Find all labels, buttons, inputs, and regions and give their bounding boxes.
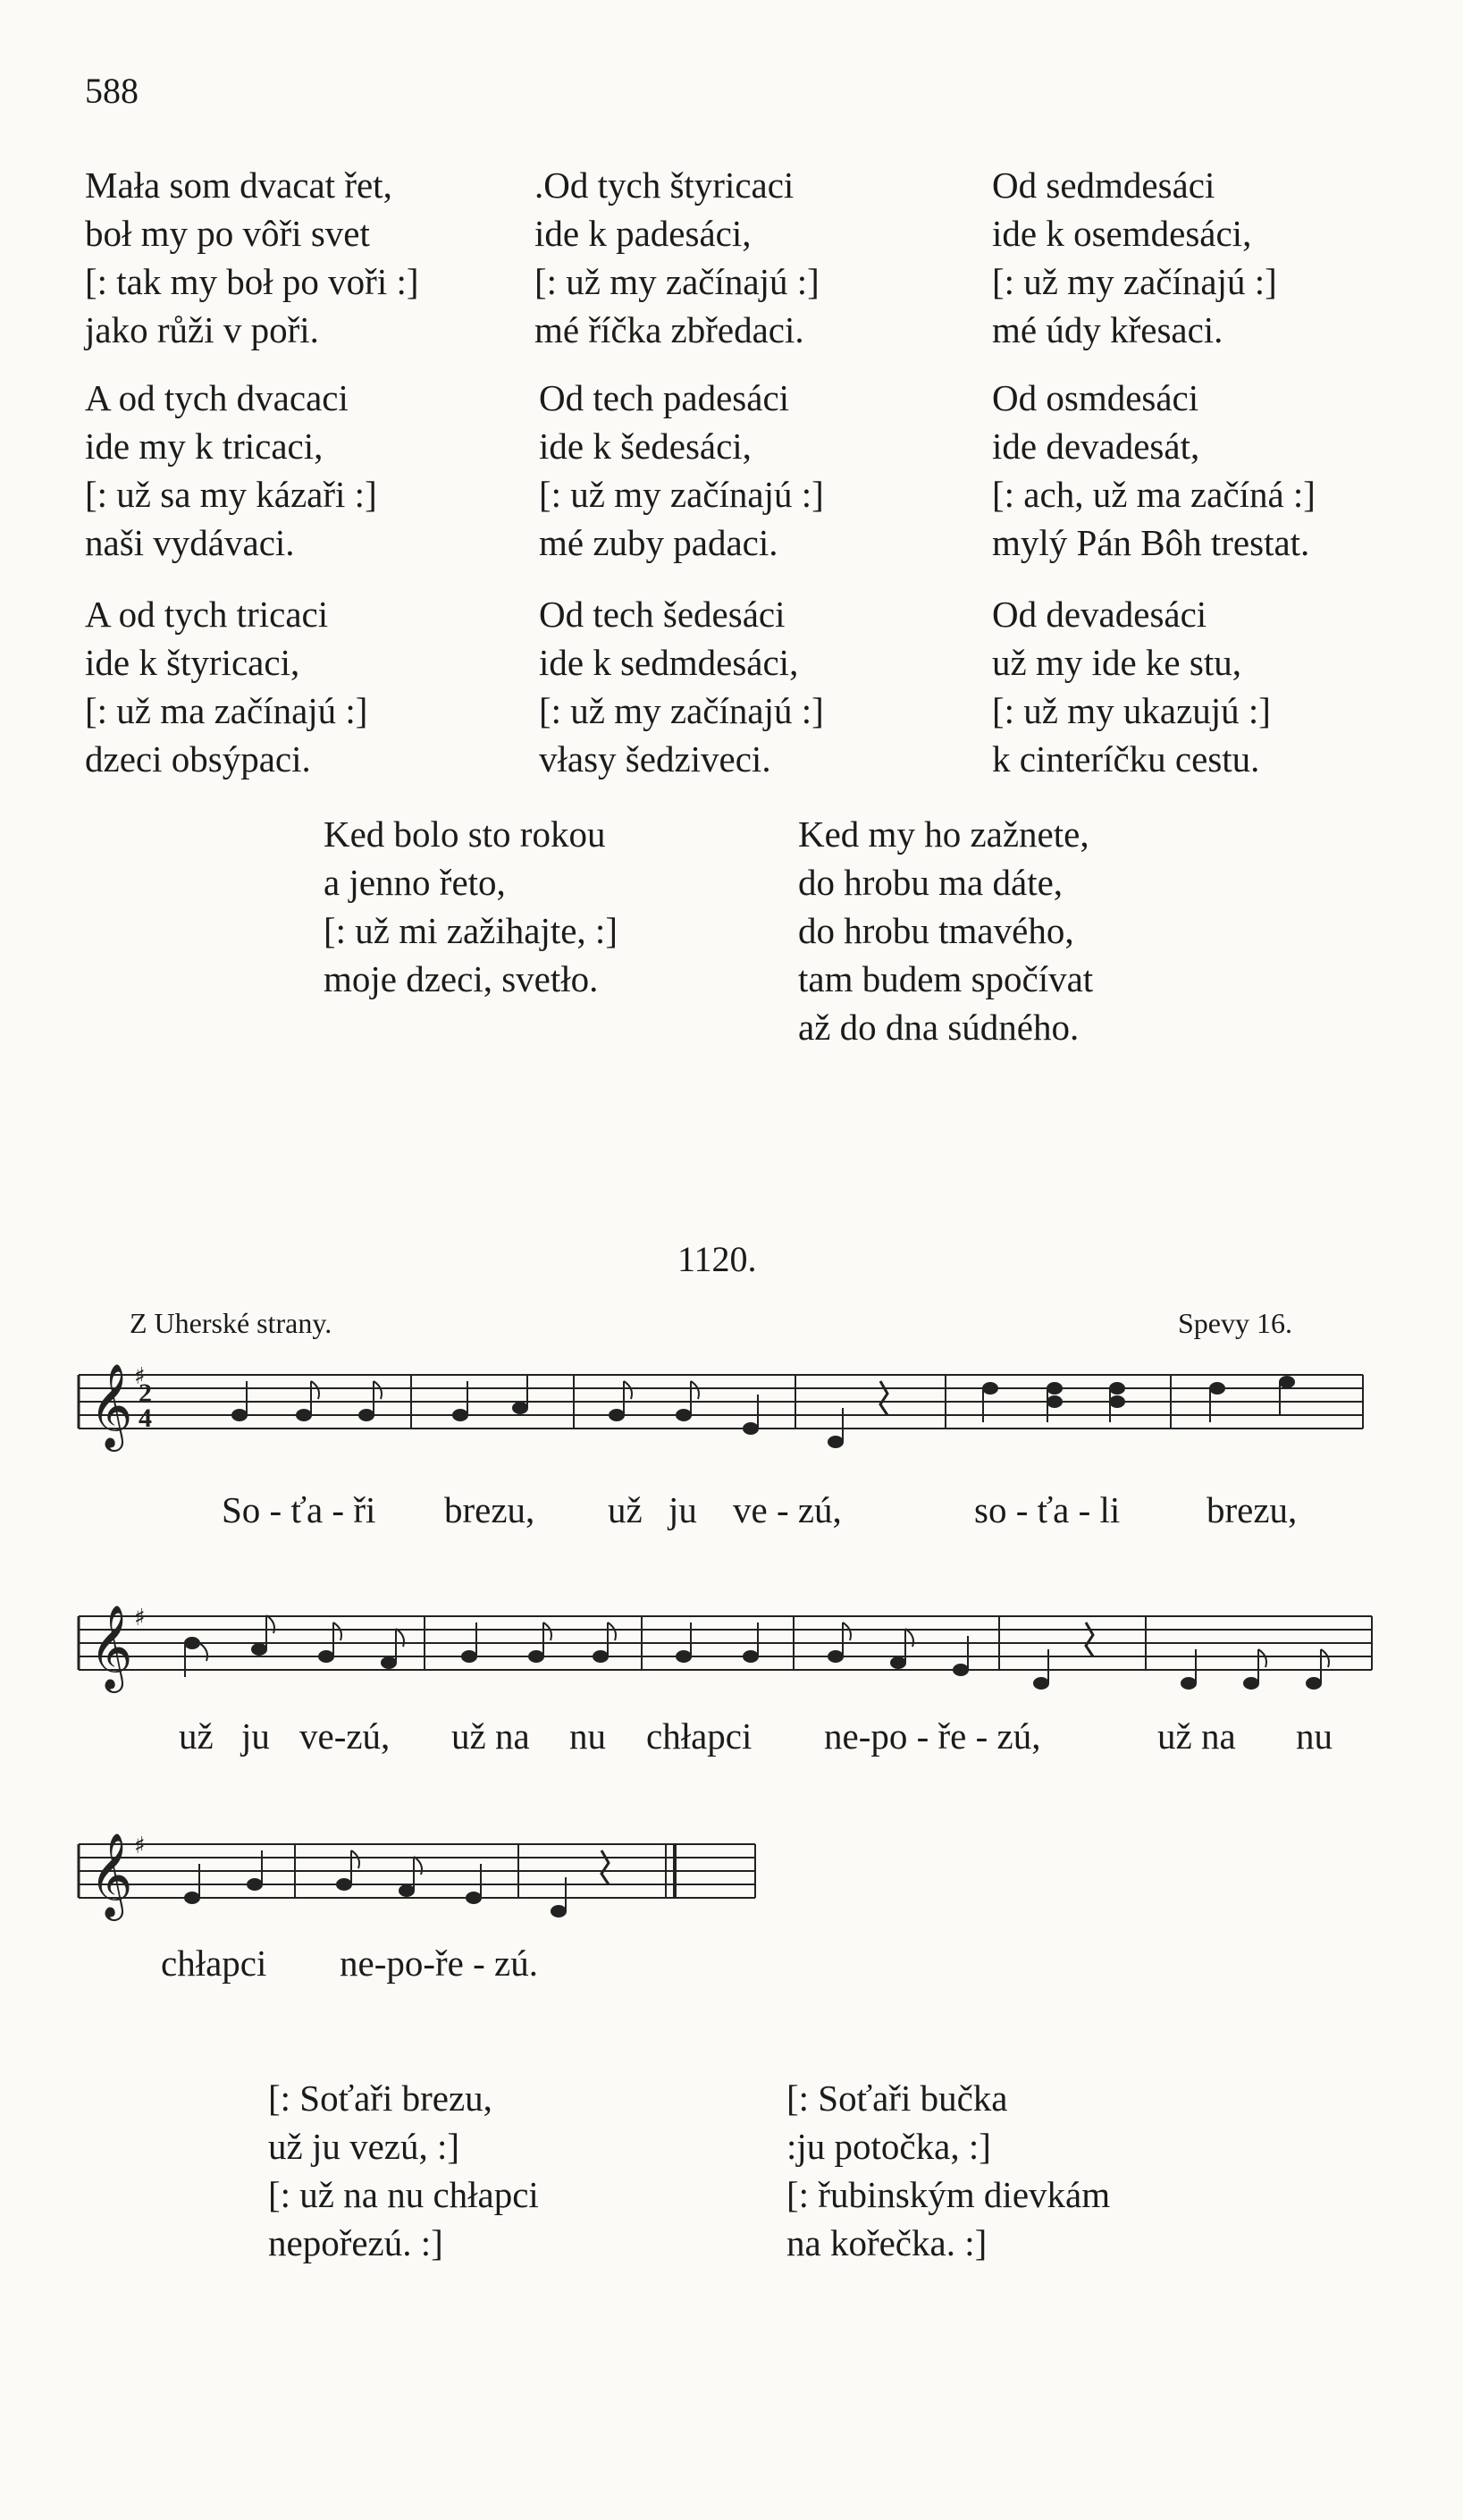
- stanza-line: [: už my ukazujú :]: [992, 690, 1271, 731]
- stanza-4: [85, 374, 377, 567]
- syllable: brezu,: [444, 1489, 535, 1530]
- time-signature-top: 2: [139, 1378, 152, 1408]
- stanza-line: dzeci obsýpaci.: [85, 738, 311, 780]
- stanza-line: boł my po vôři svet: [85, 213, 370, 254]
- stanza-line: vłasy šedziveci.: [539, 738, 771, 780]
- notes-system-1: [232, 1374, 1294, 1447]
- stanza-line: [: už my začínajú :]: [992, 261, 1277, 302]
- stanza-line: [: Soťaři brezu,: [268, 2078, 492, 2119]
- time-signature-bottom: 4: [139, 1403, 152, 1433]
- stanza-line: ide k sedmdesáci,: [539, 642, 799, 683]
- syllable: už: [608, 1489, 643, 1530]
- music-staff-1: [0, 1341, 1463, 1466]
- stanza-line: Ked my ho zažnete,: [798, 813, 1089, 855]
- syllable: ve-zú,: [299, 1715, 391, 1757]
- syllable: so - ťa - li: [974, 1489, 1121, 1530]
- stanza-6: [992, 374, 1316, 567]
- stanza-1: [85, 161, 419, 354]
- stanza-line: mé říčka zbředaci.: [534, 309, 804, 350]
- stanza-line: ide devadesát,: [992, 426, 1200, 467]
- music-staff-3: [0, 1810, 1463, 1953]
- stanza-line: do hrobu tmavého,: [798, 910, 1074, 951]
- stanza-line: až do dna súdného.: [798, 1007, 1080, 1048]
- stanza-line: .Od tych štyricaci: [534, 164, 795, 206]
- stanza-line: [: už my začínajú :]: [539, 474, 824, 515]
- stanza-line: Ked bolo sto rokou: [324, 813, 606, 855]
- stanza-8: [539, 590, 824, 783]
- sharp-icon: ♯: [134, 1605, 146, 1631]
- stanza-line: [: tak my boł po voři :]: [85, 261, 419, 302]
- stanza-line: Od osmdesáci: [992, 377, 1199, 418]
- stanza-line: Od tech padesáci: [539, 377, 790, 418]
- page-number: 588: [85, 71, 139, 111]
- stanza-line: na kořečka. :]: [786, 2222, 988, 2263]
- syllable: už na: [451, 1715, 530, 1757]
- stanza-line: a jenno řeto,: [324, 862, 506, 903]
- syllable: ne-po - ře - zú,: [824, 1715, 1041, 1757]
- stanza-line: jako růži v poři.: [85, 309, 319, 350]
- stanza-line: :ju potočka, :]: [786, 2126, 991, 2167]
- stanza-line: mé zuby padaci.: [539, 522, 778, 563]
- stanza-7: [85, 590, 367, 783]
- stanza-line: ide k šedesáci,: [539, 426, 752, 467]
- syllable: So - ťa - ři: [222, 1489, 376, 1530]
- treble-clef-icon: 𝄞: [89, 1833, 133, 1917]
- sharp-icon: ♯: [134, 1833, 146, 1859]
- stanza-line: moje dzeci, svetło.: [324, 958, 599, 999]
- song-source: Spevy 16.: [1178, 1307, 1292, 1339]
- stanza-line: už ju vezú, :]: [268, 2126, 460, 2167]
- stanza-line: naši vydávaci.: [85, 522, 295, 563]
- stanza-line: ide k štyricaci,: [85, 642, 300, 683]
- stanza-line: [: už ma začínajú :]: [85, 690, 368, 731]
- stanza-5: [539, 374, 824, 567]
- stanza-line: [: už my začínajú :]: [534, 261, 820, 302]
- stanza-line: [: už na nu chłapci: [268, 2174, 539, 2215]
- sharp-icon: ♯: [134, 1363, 146, 1390]
- stanza-11: [798, 810, 1093, 1051]
- stanza-line: Od devadesáci: [992, 594, 1207, 635]
- stanza-line: tam budem spočívat: [798, 958, 1094, 999]
- stanza-line: [: ach, už ma začíná :]: [992, 474, 1316, 515]
- stanza-10: [324, 810, 618, 1003]
- syllable: ju: [241, 1715, 270, 1757]
- stanza-line: k cinteríčku cestu.: [992, 738, 1260, 780]
- bottom-stanza-2: [786, 2074, 1110, 2267]
- syllable: nu: [569, 1715, 606, 1757]
- treble-clef-icon: 𝄞: [89, 1605, 133, 1690]
- stanza-9: [992, 590, 1271, 783]
- stanza-line: [: Soťaři bučka: [786, 2078, 1008, 2119]
- stanza-line: [: už mi zažihajte, :]: [324, 910, 618, 951]
- syllable: už na: [1157, 1715, 1236, 1757]
- stanza-line: Od tech šedesáci: [539, 594, 786, 635]
- stanza-line: Mała som dvacat řet,: [85, 164, 392, 206]
- stanza-line: A od tych tricaci: [85, 594, 329, 635]
- stanza-line: [: už sa my kázaři :]: [85, 474, 377, 515]
- music-staff-2: [0, 1582, 1463, 1725]
- stanza-line: mé údy křesaci.: [992, 309, 1223, 350]
- syllable: ne-po-ře - zú.: [340, 1943, 538, 1984]
- stanza-line: [: řubinským dievkám: [786, 2174, 1111, 2215]
- syllable: chłapci: [161, 1943, 267, 1984]
- syllable: chłapci: [646, 1715, 753, 1757]
- bottom-stanza-1: [268, 2074, 539, 2267]
- stanza-line: nepořezú. :]: [268, 2222, 443, 2263]
- syllable: už: [179, 1715, 214, 1757]
- stanza-3: [992, 161, 1277, 354]
- syllable: brezu,: [1207, 1489, 1298, 1530]
- stanza-line: mylý Pán Bôh trestat.: [992, 522, 1310, 563]
- stanza-line: A od tych dvacaci: [85, 377, 349, 418]
- syllable: nu: [1296, 1715, 1333, 1757]
- stanza-line: ide k osemdesáci,: [992, 213, 1252, 254]
- stanza-line: [: už my začínajú :]: [539, 690, 824, 731]
- stanza-line: ide my k tricaci,: [85, 426, 324, 467]
- syllable: ju: [668, 1489, 697, 1530]
- stanza-line: do hrobu ma dáte,: [798, 862, 1064, 903]
- treble-clef-icon: 𝄞: [89, 1363, 133, 1448]
- syllable: ve - zú,: [733, 1489, 842, 1530]
- stanza-line: už my ide ke stu,: [992, 642, 1241, 683]
- stanza-line: ide k padesáci,: [534, 213, 752, 254]
- stanza-2: [534, 161, 820, 354]
- notes-system-2: [185, 1615, 1329, 1689]
- song-number: 1120.: [677, 1239, 757, 1279]
- stanza-line: Od sedmdesáci: [992, 164, 1215, 206]
- song-origin: Z Uherské strany.: [130, 1307, 332, 1339]
